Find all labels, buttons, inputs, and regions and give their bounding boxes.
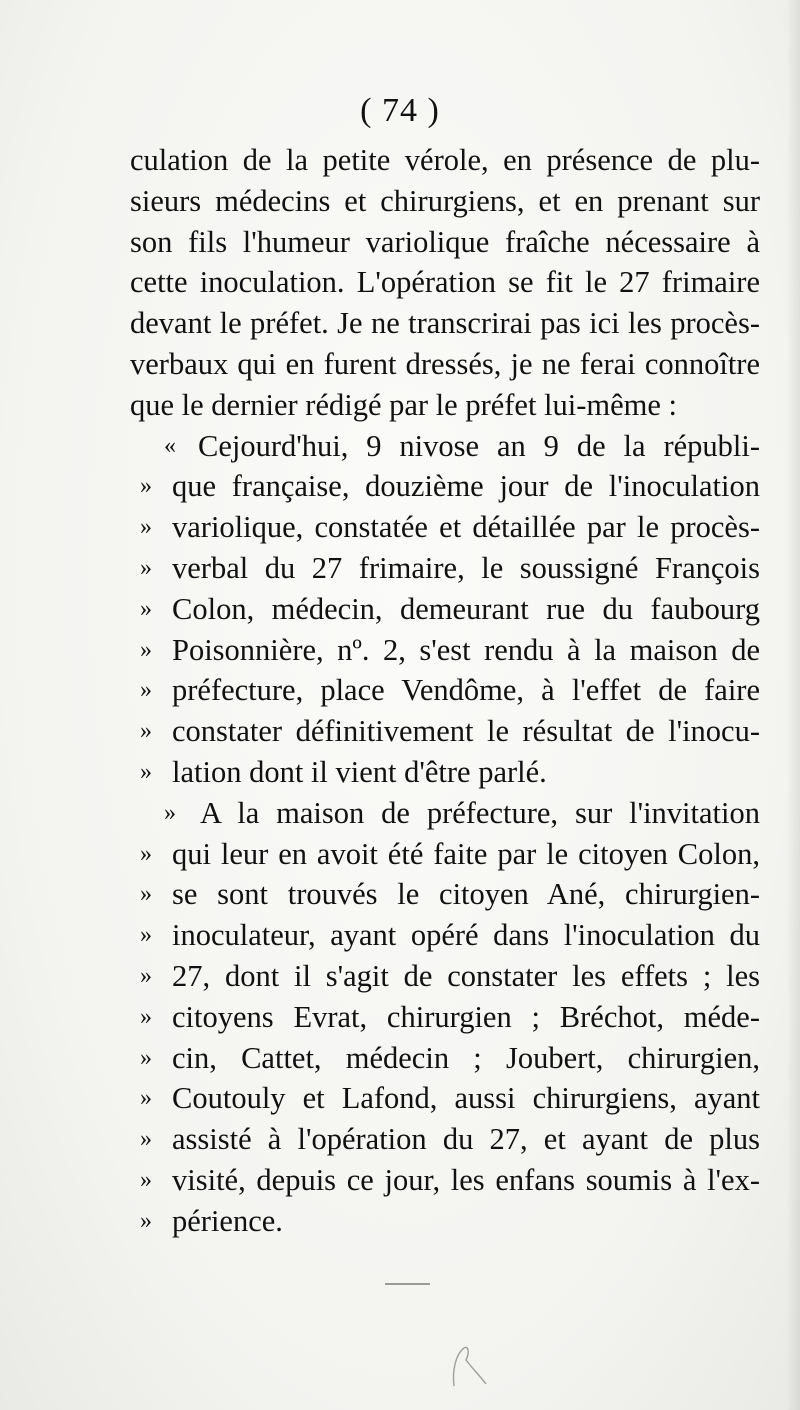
quoted-line <box>130 589 760 630</box>
line-text: cin, Cattet, médecin ; Joubert, chirurgien, <box>172 1040 760 1075</box>
line-text: verbal du 27 frimaire, le soussigné François <box>172 550 760 585</box>
quoted-line <box>130 1078 760 1119</box>
line-text: Coutouly et Lafond, aussi chirurgiens, ayant <box>172 1081 760 1116</box>
continuation-guillemet: » <box>140 1044 152 1071</box>
text-line: cette inoculation. L'opération se fit le 27 frimaire <box>130 265 760 300</box>
continuation-guillemet: » <box>140 1166 152 1193</box>
quoted-line <box>130 1201 760 1242</box>
quoted-line <box>130 1119 760 1160</box>
quoted-line <box>130 915 760 956</box>
page-edge-shadow <box>786 0 800 1410</box>
text-line: devant le préfet. Je ne transcrirai pas ici les procès- <box>130 306 760 341</box>
quoted-line <box>130 630 760 671</box>
line-text: que française, douzième jour de l'inoculation <box>172 469 760 504</box>
line-text: citoyens Evrat, chirurgien ; Bréchot, méde- <box>172 999 760 1034</box>
opening-guillemet: » <box>164 799 176 826</box>
line-text: qui leur en avoit été faite par le citoyen Colon, <box>172 836 760 871</box>
text-line: sieurs médecins et chirurgiens, et en prenant sur <box>130 183 760 218</box>
text-line: son fils l'humeur variolique fraîche nécessaire à <box>130 224 760 259</box>
paragraph-quote-2 <box>130 793 760 1242</box>
quoted-line <box>130 874 760 915</box>
continuation-guillemet: » <box>140 718 152 745</box>
quoted-line <box>130 1038 760 1079</box>
line-text: A la maison de préfecture, sur l'invitation <box>200 795 760 830</box>
continuation-guillemet: » <box>140 840 152 867</box>
quoted-line <box>130 997 760 1038</box>
quoted-line <box>130 711 760 752</box>
continuation-guillemet: » <box>140 514 152 541</box>
line-text: variolique, constatée et détaillée par le procès- <box>172 510 760 545</box>
opening-guillemet: « <box>164 432 176 459</box>
line-text: assisté à l'opération du 27, et ayant de plus <box>172 1122 760 1157</box>
pencil-scribble-mark <box>450 1340 490 1390</box>
line-text: Cejourd'hui, 9 nivose an 9 de la républi- <box>198 428 760 463</box>
line-text: constater définitivement le résultat de l'inocu- <box>172 714 760 749</box>
continuation-guillemet: » <box>140 636 152 663</box>
faint-rule-mark <box>385 1283 430 1285</box>
line-text: Colon, médecin, demeurant rue du faubourg <box>172 591 760 626</box>
quoted-line <box>130 466 760 507</box>
text-line: que le dernier rédigé par le préfet lui-même : <box>130 387 678 422</box>
continuation-guillemet: » <box>140 677 152 704</box>
continuation-guillemet: » <box>140 1126 152 1153</box>
line-text: se sont trouvés le citoyen Ané, chirurgien- <box>172 877 760 912</box>
text-line: culation de la petite vérole, en présence de plu- <box>130 143 760 177</box>
continuation-guillemet: » <box>140 758 152 785</box>
quoted-line <box>130 793 760 834</box>
quoted-line <box>130 426 760 467</box>
continuation-guillemet: » <box>140 962 152 989</box>
quoted-line <box>130 670 760 711</box>
quoted-line <box>130 548 760 589</box>
quoted-line <box>130 956 760 997</box>
quoted-line <box>130 752 760 793</box>
line-text: lation dont il vient d'être parlé. <box>172 754 547 789</box>
continuation-guillemet: » <box>140 922 152 949</box>
line-text: périence. <box>172 1203 283 1238</box>
continuation-guillemet: » <box>140 881 152 908</box>
line-text: 27, dont il s'agit de constater les effets ; les <box>172 958 760 993</box>
line-text: visité, depuis ce jour, les enfans soumis à l'ex- <box>172 1162 760 1197</box>
line-text: Poisonnière, nº. 2, s'est rendu à la maison de <box>172 632 760 667</box>
quoted-line <box>130 507 760 548</box>
line-text: inoculateur, ayant opéré dans l'inoculation du <box>172 918 760 953</box>
line-text: préfecture, place Vendôme, à l'effet de faire <box>172 673 760 708</box>
body-text <box>130 140 760 1242</box>
continuation-guillemet: » <box>140 1003 152 1030</box>
continuation-guillemet: » <box>140 1085 152 1112</box>
continuation-guillemet: » <box>140 473 152 500</box>
continuation-guillemet: » <box>140 595 152 622</box>
paragraph-quote-1 <box>130 426 760 793</box>
paragraph-intro <box>130 140 760 426</box>
continuation-guillemet: » <box>140 554 152 581</box>
text-line: verbaux qui en furent dressés, je ne ferai connoître <box>130 346 760 381</box>
continuation-guillemet: » <box>140 1207 152 1234</box>
quoted-line <box>130 834 760 875</box>
quoted-line <box>130 1160 760 1201</box>
page-number: ( 74 ) <box>360 92 440 129</box>
